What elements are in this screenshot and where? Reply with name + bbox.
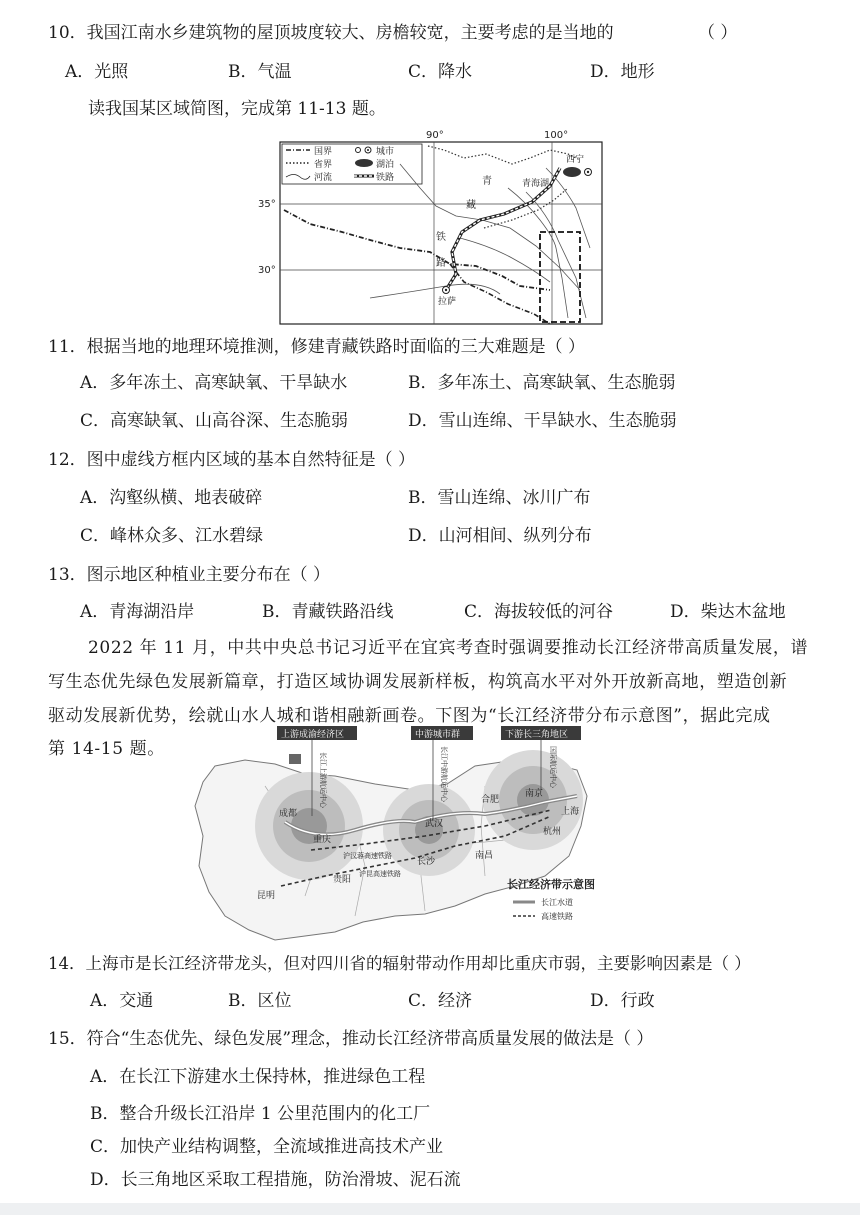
map2-city-hefei: 合肥 bbox=[481, 795, 500, 805]
map1-tick-100: 100° bbox=[544, 130, 569, 141]
map1-label-qinghai-lake: 青海湖 bbox=[522, 179, 550, 189]
map2-center-upstream: 长江上游航运中心 bbox=[319, 752, 327, 808]
map2-city-wuhan: 武汉 bbox=[425, 819, 444, 829]
map2-railway-hukun: 沪昆高速铁路 bbox=[359, 870, 401, 878]
q15-option-b: B．整合升级长江沿岸 1 公里范围内的化工厂 bbox=[90, 1104, 431, 1124]
map1-label-railway-char-1: 青 bbox=[482, 176, 492, 187]
passage-line-1: 2022 年 11 月，中共中央总书记习近平在宜宾考查时强调要推动长江经济带高质量发展，谱 bbox=[88, 638, 809, 658]
map2-city-nanchang: 南昌 bbox=[475, 851, 494, 861]
q13-option-c: C．海拔较低的河谷 bbox=[464, 602, 614, 622]
map2-city-hangzhou: 杭州 bbox=[543, 827, 562, 837]
q10-option-b: B．气温 bbox=[228, 62, 292, 82]
q13-option-d: D．柴达木盆地 bbox=[670, 602, 786, 622]
q10-stem: 10．我国江南水乡建筑物的屋顶坡度较大、房檐较宽，主要考虑的是当地的 bbox=[48, 23, 614, 43]
map1-legend-border: 国界 bbox=[314, 147, 333, 157]
map2-title: 长江经济带示意图 bbox=[507, 878, 595, 891]
q15-option-d: D．长三角地区采取工程措施，防治滑坡、泥石流 bbox=[90, 1170, 461, 1190]
map1-legend-railway: 铁路 bbox=[376, 173, 395, 183]
q11-option-d: D．雪山连绵、干旱缺水、生态脆弱 bbox=[408, 411, 677, 431]
passage-line-2: 写生态优先绿色发展新篇章，打造区域协调发展新样板，构筑高水平对外开放新高地，塑造创新 bbox=[48, 672, 788, 692]
map1-label-railway-char-3: 铁 bbox=[436, 232, 446, 243]
map1-legend-province: 省界 bbox=[314, 160, 333, 170]
map1-label-railway-char-2: 藏 bbox=[466, 200, 476, 211]
passage-line-4: 第 14-15 题。 bbox=[48, 739, 165, 759]
q11-stem: 11．根据当地的地理环境推测，修建青藏铁路时面临的三大难题是（ ） bbox=[48, 337, 586, 357]
q12-stem: 12．图中虚线方框内区域的基本自然特征是（ ） bbox=[48, 450, 416, 470]
passage-line-3: 驱动发展新优势，绘就山水人城和谐相融新画卷。下图为“长江经济带分布示意图”，据此完成 bbox=[48, 706, 771, 726]
map1-label-xining: 西宁 bbox=[566, 155, 585, 165]
q10-option-a: A．光照 bbox=[65, 62, 129, 82]
map2-region-downstream: 下游长三角地区 bbox=[505, 730, 569, 740]
q12-option-b: B．雪山连绵、冰川广布 bbox=[408, 488, 591, 508]
qinghai-tibet-map bbox=[250, 128, 610, 328]
q11-option-c: C．高寒缺氧、山高谷深、生态脆弱 bbox=[80, 411, 349, 431]
map2-legend-waterway: 长江水道 bbox=[541, 898, 573, 907]
q15-stem: 15．符合“生态优先、绿色发展”理念，推动长江经济带高质量发展的做法是（ ） bbox=[48, 1029, 654, 1049]
map2-city-nanjing: 南京 bbox=[525, 789, 544, 799]
map2-city-guiyang: 贵阳 bbox=[333, 875, 352, 885]
yangtze-economic-belt-map bbox=[185, 726, 615, 944]
q15-option-c: C．加快产业结构调整，全流域推进高技术产业 bbox=[90, 1137, 444, 1157]
q11-option-b: B．多年冻土、高寒缺氧、生态脆弱 bbox=[408, 373, 676, 393]
q14-stem: 14．上海市是长江经济带龙头，但对四川省的辐射带动作用却比重庆市弱，主要影响因素是（ ） bbox=[48, 954, 751, 973]
map1-legend-river: 河流 bbox=[314, 173, 333, 183]
map2-city-chongqing: 重庆 bbox=[313, 835, 332, 845]
map1-label-railway-char-4: 路 bbox=[436, 258, 446, 269]
q10-option-d: D．地形 bbox=[590, 62, 655, 82]
q13-stem: 13．图示地区种植业主要分布在（ ） bbox=[48, 565, 331, 585]
map2-legend-railway: 高速铁路 bbox=[541, 912, 573, 921]
q14-option-b: B．区位 bbox=[228, 991, 292, 1011]
q13-option-a: A．青海湖沿岸 bbox=[80, 602, 195, 622]
map1-legend-lake: 湖泊 bbox=[376, 160, 395, 170]
map2-region-midstream: 中游城市群 bbox=[415, 730, 461, 740]
map2-city-chengdu: 成都 bbox=[279, 809, 298, 819]
map1-tick-30: 30° bbox=[258, 265, 276, 276]
q12-option-c: C．峰林众多、江水碧绿 bbox=[80, 526, 264, 546]
q11-option-a: A．多年冻土、高寒缺氧、干旱缺水 bbox=[80, 373, 348, 393]
q14-option-d: D．行政 bbox=[590, 991, 655, 1011]
map1-label-lhasa: 拉萨 bbox=[438, 297, 457, 307]
map2-city-changsha: 长沙 bbox=[417, 857, 436, 867]
map1-tick-35: 35° bbox=[258, 199, 276, 210]
map2-city-shanghai: 上海 bbox=[561, 807, 580, 817]
q14-option-c: C．经济 bbox=[408, 991, 473, 1011]
map2-region-upstream: 上游成渝经济区 bbox=[281, 730, 345, 740]
map2-city-kunming: 昆明 bbox=[257, 891, 276, 901]
q15-option-a: A．在长江下游建水土保持林，推进绿色工程 bbox=[90, 1067, 426, 1087]
map2-railway-huhanrong: 沪汉蓉高速铁路 bbox=[343, 852, 392, 860]
q12-option-a: A．沟壑纵横、地表破碎 bbox=[80, 488, 263, 508]
q14-option-a: A．交通 bbox=[90, 991, 154, 1011]
map2-center-international: 国际航运中心 bbox=[549, 746, 557, 788]
q10-option-c: C．降水 bbox=[408, 62, 473, 82]
q13-option-b: B．青藏铁路沿线 bbox=[262, 602, 394, 622]
map2-center-midstream: 长江中游航运中心 bbox=[440, 746, 448, 802]
q12-option-d: D．山河相间、纵列分布 bbox=[408, 526, 592, 546]
intro-11-13: 读我国某区域简图，完成第 11-13 题。 bbox=[88, 99, 386, 119]
q10-answer-bracket: （ ） bbox=[698, 23, 738, 43]
map1-tick-90: 90° bbox=[426, 130, 444, 141]
map1-legend-city: 城市 bbox=[376, 147, 395, 157]
page-bottom-edge bbox=[0, 1203, 860, 1215]
